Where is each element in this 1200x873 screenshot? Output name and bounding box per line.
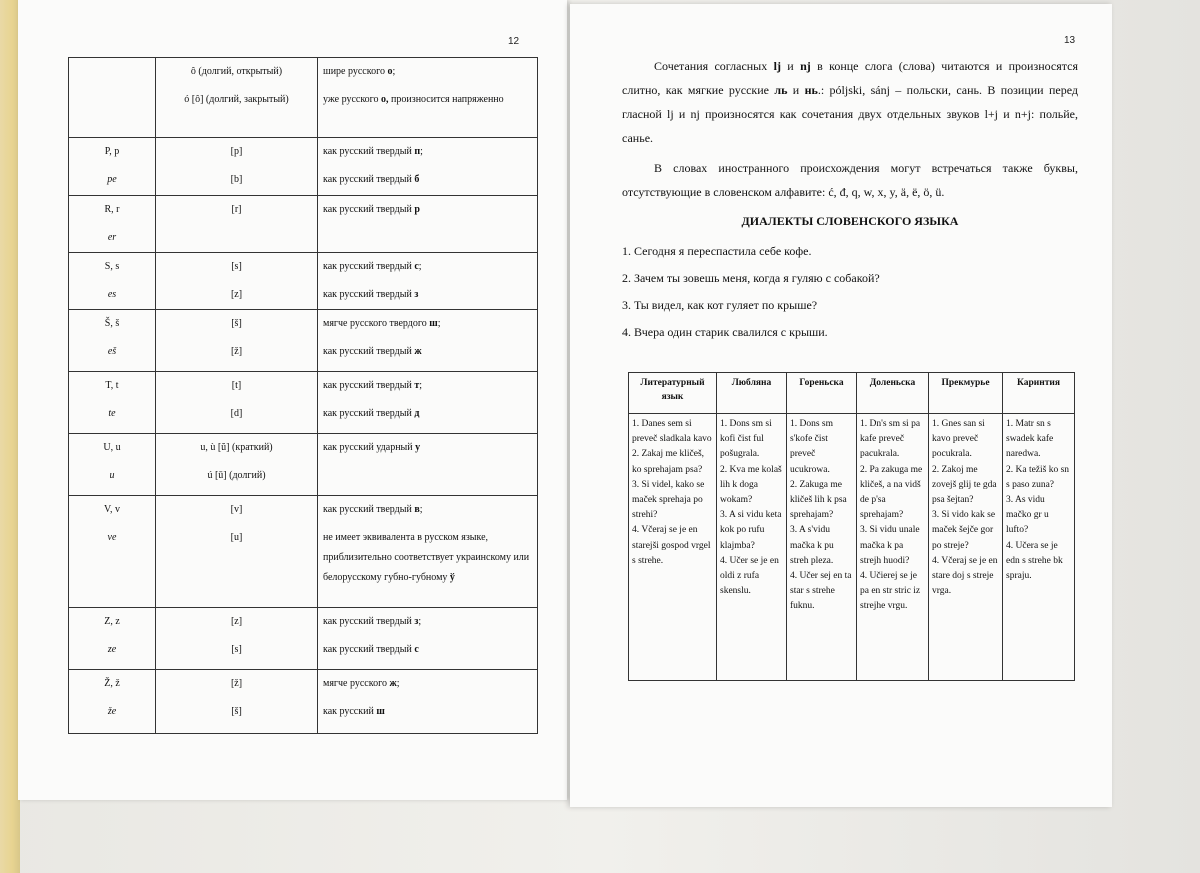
note-text: как русский твердый xyxy=(323,146,415,157)
letter: Ž, ž xyxy=(104,678,120,689)
note-letter: ш xyxy=(429,318,438,329)
sound-value: [r] xyxy=(231,204,242,215)
sound-cell xyxy=(156,253,318,310)
pronunciation-note xyxy=(323,138,532,166)
note-letter: ш xyxy=(376,706,385,717)
pronunciation-note xyxy=(323,338,532,366)
note-letter: з xyxy=(414,289,419,300)
cell-ljubljana: 1. Dons sm si kofi čist ful pošugrala. 2. Kva me kolaš lih k doga wokam? 3. A si vidu keta kok po rufu klajmba? 4. Učer se je en oldi z rufa skenslu. xyxy=(717,414,787,681)
alphabet-row xyxy=(69,310,538,372)
pronunciation-cell xyxy=(318,608,538,670)
sound-cell xyxy=(156,372,318,434)
header-koroska: Каринтия xyxy=(1003,373,1075,414)
page-number-right: 13 xyxy=(1064,35,1076,46)
sound-value: [d] xyxy=(230,408,243,419)
alphabet-row xyxy=(69,372,538,434)
pronunciation-note xyxy=(323,58,532,86)
cell-gorenjska: 1. Dons sm s'kofe čist preveč ucukrowa. 2. Zakuga me kličeš lih k psa sprehajam? 3. A s'vidu mačka k pu streh pleza. 4. Učer sej en ta star s strehe fuknu. xyxy=(787,414,857,681)
letter: V, v xyxy=(104,504,120,515)
note-letter: ж xyxy=(414,346,422,357)
note-text: как русский твердый xyxy=(323,380,415,391)
letter-cell xyxy=(69,138,156,196)
letter: T, t xyxy=(105,380,119,391)
letter-cell xyxy=(69,608,156,670)
note-letter: в xyxy=(414,504,420,515)
sound-value: [ž] xyxy=(230,678,243,689)
letter-cell xyxy=(69,58,156,138)
letter-cell xyxy=(69,310,156,372)
pronunciation-note xyxy=(323,670,532,698)
alphabet-row xyxy=(69,138,538,196)
note-punct: ; xyxy=(396,678,400,689)
para1-text-2: и xyxy=(780,59,801,73)
note-punct: ; xyxy=(418,616,422,627)
alphabet-row xyxy=(69,496,538,608)
header-dolenjska: Доленьска xyxy=(857,373,929,414)
para1-text-5: .: póljski, sánj – польски, сань. В позиции перед гласной lj и nj произносятся как сочетания двух отдельных звуков l+j и n+j: польйе, санье. xyxy=(622,83,1078,145)
para1-text-3: в конце слога (слова) читаются и произносятся слитно, как мягкие русские xyxy=(622,59,1078,97)
sound-cell xyxy=(156,138,318,196)
note-text: как русский твердый xyxy=(323,289,415,300)
alphabet-row xyxy=(69,608,538,670)
pronunciation-note xyxy=(323,524,532,588)
note-punct: ; xyxy=(392,66,396,77)
cell-dolenjska: 1. Dn's sm si pa kafe preveč pacukrala. 2. Pa zakuga me kličeš, a na vidš de p'sa sprehajam? 3. Si vidu unale mačka k pa strejh huodi? 4. Učierej se je pa en str stric iz strejhe vrgu. xyxy=(857,414,929,681)
note-text: мягче русского xyxy=(323,678,390,689)
note-letter: о xyxy=(387,66,393,77)
note-letter: д xyxy=(414,408,420,419)
note-letter: т xyxy=(414,380,420,391)
cell-koroska: 1. Matr sn s swadek kafe naredwa. 2. Ka težiš ko sn s paso zuna? 3. As vidu mačko gr u lufto? 4. Učera se je edn s strehe bk spraju. xyxy=(1003,414,1075,681)
letter-name: pe xyxy=(107,174,117,185)
pronunciation-cell xyxy=(318,670,538,734)
para1-bold-lj: lj xyxy=(773,59,781,73)
cell-prekmurje: 1. Gnes san si kavo preveč pocukrala. 2. Zakoj me zovejš glij te gda psa šejtan? 3. Si vido kak se maček šejče gor po streje? 4. Včeraj se je en stare doj s streje vrga. xyxy=(929,414,1003,681)
letter-cell xyxy=(69,253,156,310)
yellow-book-edge xyxy=(0,0,20,873)
note-text: как русский xyxy=(323,706,377,717)
sound-value: [u] xyxy=(230,532,243,543)
sound-cell xyxy=(156,434,318,496)
letter-name: ze xyxy=(107,644,117,655)
pronunciation-cell xyxy=(318,496,538,608)
cell-literary: 1. Danes sem si preveč sladkala kavo 2. Zakaj me kličeš, ko sprehajam psa? 3. Si videl, kako se maček sprehaja po strehi? 4. Včeraj se je en starejši gospod vrgel s strehe. xyxy=(629,414,717,681)
note-letter: р xyxy=(414,204,420,215)
note-text: как русский твердый xyxy=(323,644,415,655)
sound-cell xyxy=(156,58,318,138)
letter-name: u xyxy=(109,470,115,481)
para1-bold-nj: nj xyxy=(800,59,811,73)
note-punct: ; xyxy=(418,261,422,272)
section-heading: ДИАЛЕКТЫ СЛОВЕНСКОГО ЯЗЫКА xyxy=(741,214,959,228)
note-letter: с xyxy=(414,644,419,655)
sound-cell xyxy=(156,310,318,372)
letter-name: eš xyxy=(107,346,117,357)
note-text: как русский твердый xyxy=(323,204,415,215)
para1-bold-n: нь xyxy=(804,83,818,97)
sentence-4: 4. Вчера один старик свалился с крыши. xyxy=(622,325,828,339)
pronunciation-cell xyxy=(318,138,538,196)
note-punct: ; xyxy=(420,146,423,157)
sound-value: ô (долгий, открытый) xyxy=(190,66,283,77)
note-punct: ; xyxy=(437,318,441,329)
pronunciation-note xyxy=(323,196,532,224)
letter-name: er xyxy=(107,232,117,243)
paragraph-foreign-letters xyxy=(622,156,1078,204)
pronunciation-cell xyxy=(318,372,538,434)
pronunciation-note xyxy=(323,400,532,428)
dialect-content-row xyxy=(629,414,1075,681)
para1-text-4: и xyxy=(787,83,805,97)
letter-cell xyxy=(69,372,156,434)
para1-text-1: Сочетания согласных xyxy=(654,59,774,73)
letter: S, s xyxy=(104,261,120,272)
pronunciation-note xyxy=(323,434,532,462)
letter: P, p xyxy=(104,146,120,157)
note-text: шире русского xyxy=(323,66,388,77)
note-letter: у xyxy=(415,442,421,453)
letter: R, r xyxy=(104,204,120,215)
sound-value: [s] xyxy=(231,644,242,655)
letter-name: te xyxy=(108,408,116,419)
note-text: как русский твердый xyxy=(323,346,415,357)
pronunciation-cell xyxy=(318,58,538,138)
sound-cell xyxy=(156,670,318,734)
alphabet-row xyxy=(69,196,538,253)
header-prekmurje: Прекмурье xyxy=(929,373,1003,414)
sound-value: [ž] xyxy=(230,346,243,357)
note-letter: п xyxy=(414,146,421,157)
letter: Š, š xyxy=(104,318,120,329)
paragraph-lj-nj xyxy=(622,54,1078,150)
note-text: не имеет эквивалента в русском языке, приблизительно соответствует украинскому или белорусскому губно-губному xyxy=(323,532,530,583)
note-text: мягче русского твердого xyxy=(323,318,430,329)
note-text: как русский твердый xyxy=(323,504,415,515)
sound-value: u, ù [ŭ] (краткий) xyxy=(200,442,273,453)
note-letter: з xyxy=(414,616,419,627)
sound-value: [z] xyxy=(230,616,243,627)
para1-bold-l: ль xyxy=(774,83,788,97)
letter-cell xyxy=(69,496,156,608)
pronunciation-note xyxy=(323,166,532,194)
note-letter: ў xyxy=(449,572,455,583)
pronunciation-note xyxy=(323,608,532,636)
sound-value: [p] xyxy=(230,146,243,157)
right-page xyxy=(570,4,1112,807)
sound-value: ó [ô] (долгий, закрытый) xyxy=(184,94,289,105)
header-gorenjska: Гореньска xyxy=(787,373,857,414)
pronunciation-note xyxy=(323,86,532,110)
pronunciation-note xyxy=(323,281,532,309)
pronunciation-note xyxy=(323,496,532,524)
sound-value: [š] xyxy=(231,318,242,329)
note-letter: ж xyxy=(389,678,397,689)
note-text: как русский твердый xyxy=(323,408,415,419)
note-text: как русский ударный xyxy=(323,442,416,453)
note-text: как русский твердый xyxy=(323,261,415,272)
note-text: как русский твердый xyxy=(323,174,415,185)
left-page xyxy=(18,0,567,800)
alphabet-table xyxy=(68,57,538,734)
note-punct: произносится напряженно xyxy=(388,94,504,105)
alphabet-row xyxy=(69,58,538,138)
pronunciation-note xyxy=(323,372,532,400)
pronunciation-note xyxy=(323,636,532,664)
sound-cell xyxy=(156,196,318,253)
letter: Z, z xyxy=(104,616,120,627)
sound-cell xyxy=(156,496,318,608)
sentence-1: 1. Сегодня я переспастила себе кофе. xyxy=(622,244,812,258)
pronunciation-cell xyxy=(318,196,538,253)
dialect-table xyxy=(628,372,1075,681)
pronunciation-note xyxy=(323,698,532,726)
header-ljubljana: Любляна xyxy=(717,373,787,414)
letter-name: es xyxy=(107,289,117,300)
alphabet-row xyxy=(69,670,538,734)
alphabet-row xyxy=(69,253,538,310)
pronunciation-cell xyxy=(318,310,538,372)
sound-value: [b] xyxy=(230,174,243,185)
para2-text: В словах иностранного происхождения могут встречаться также буквы, отсутствующие в словенском алфавите: ć, đ, q, w, x, y, ä, ë, ö, ü. xyxy=(622,161,1078,199)
pronunciation-cell xyxy=(318,253,538,310)
letter-cell xyxy=(69,196,156,253)
letter-name: ve xyxy=(107,532,117,543)
letter-cell xyxy=(69,434,156,496)
sentence-2: 2. Зачем ты зовешь меня, когда я гуляю с собакой? xyxy=(622,271,880,285)
letter-cell xyxy=(69,670,156,734)
sound-value: [t] xyxy=(231,380,242,391)
page-number-left: 12 xyxy=(508,36,520,47)
sound-value: ú [ū] (долгий) xyxy=(207,470,266,481)
pronunciation-note xyxy=(323,253,532,281)
note-text: как русский твердый xyxy=(323,616,415,627)
note-letter: с xyxy=(414,261,419,272)
header-literary: Литературный язык xyxy=(629,373,717,414)
letter-name: že xyxy=(107,706,117,717)
sound-value: [š] xyxy=(231,706,242,717)
note-punct: ; xyxy=(419,504,423,515)
note-letter: б xyxy=(414,174,420,185)
sentence-3: 3. Ты видел, как кот гуляет по крыше? xyxy=(622,298,818,312)
note-letter: о, xyxy=(381,94,389,105)
pronunciation-note xyxy=(323,310,532,338)
letter: U, u xyxy=(103,442,121,453)
note-text: уже русского xyxy=(323,94,382,105)
sound-value: [z] xyxy=(230,289,243,300)
sound-value: [s] xyxy=(231,261,242,272)
sound-cell xyxy=(156,608,318,670)
note-punct: ; xyxy=(419,380,423,391)
alphabet-row xyxy=(69,434,538,496)
pronunciation-cell xyxy=(318,434,538,496)
dialect-header-row xyxy=(629,373,1075,414)
sound-value: [v] xyxy=(230,504,243,515)
